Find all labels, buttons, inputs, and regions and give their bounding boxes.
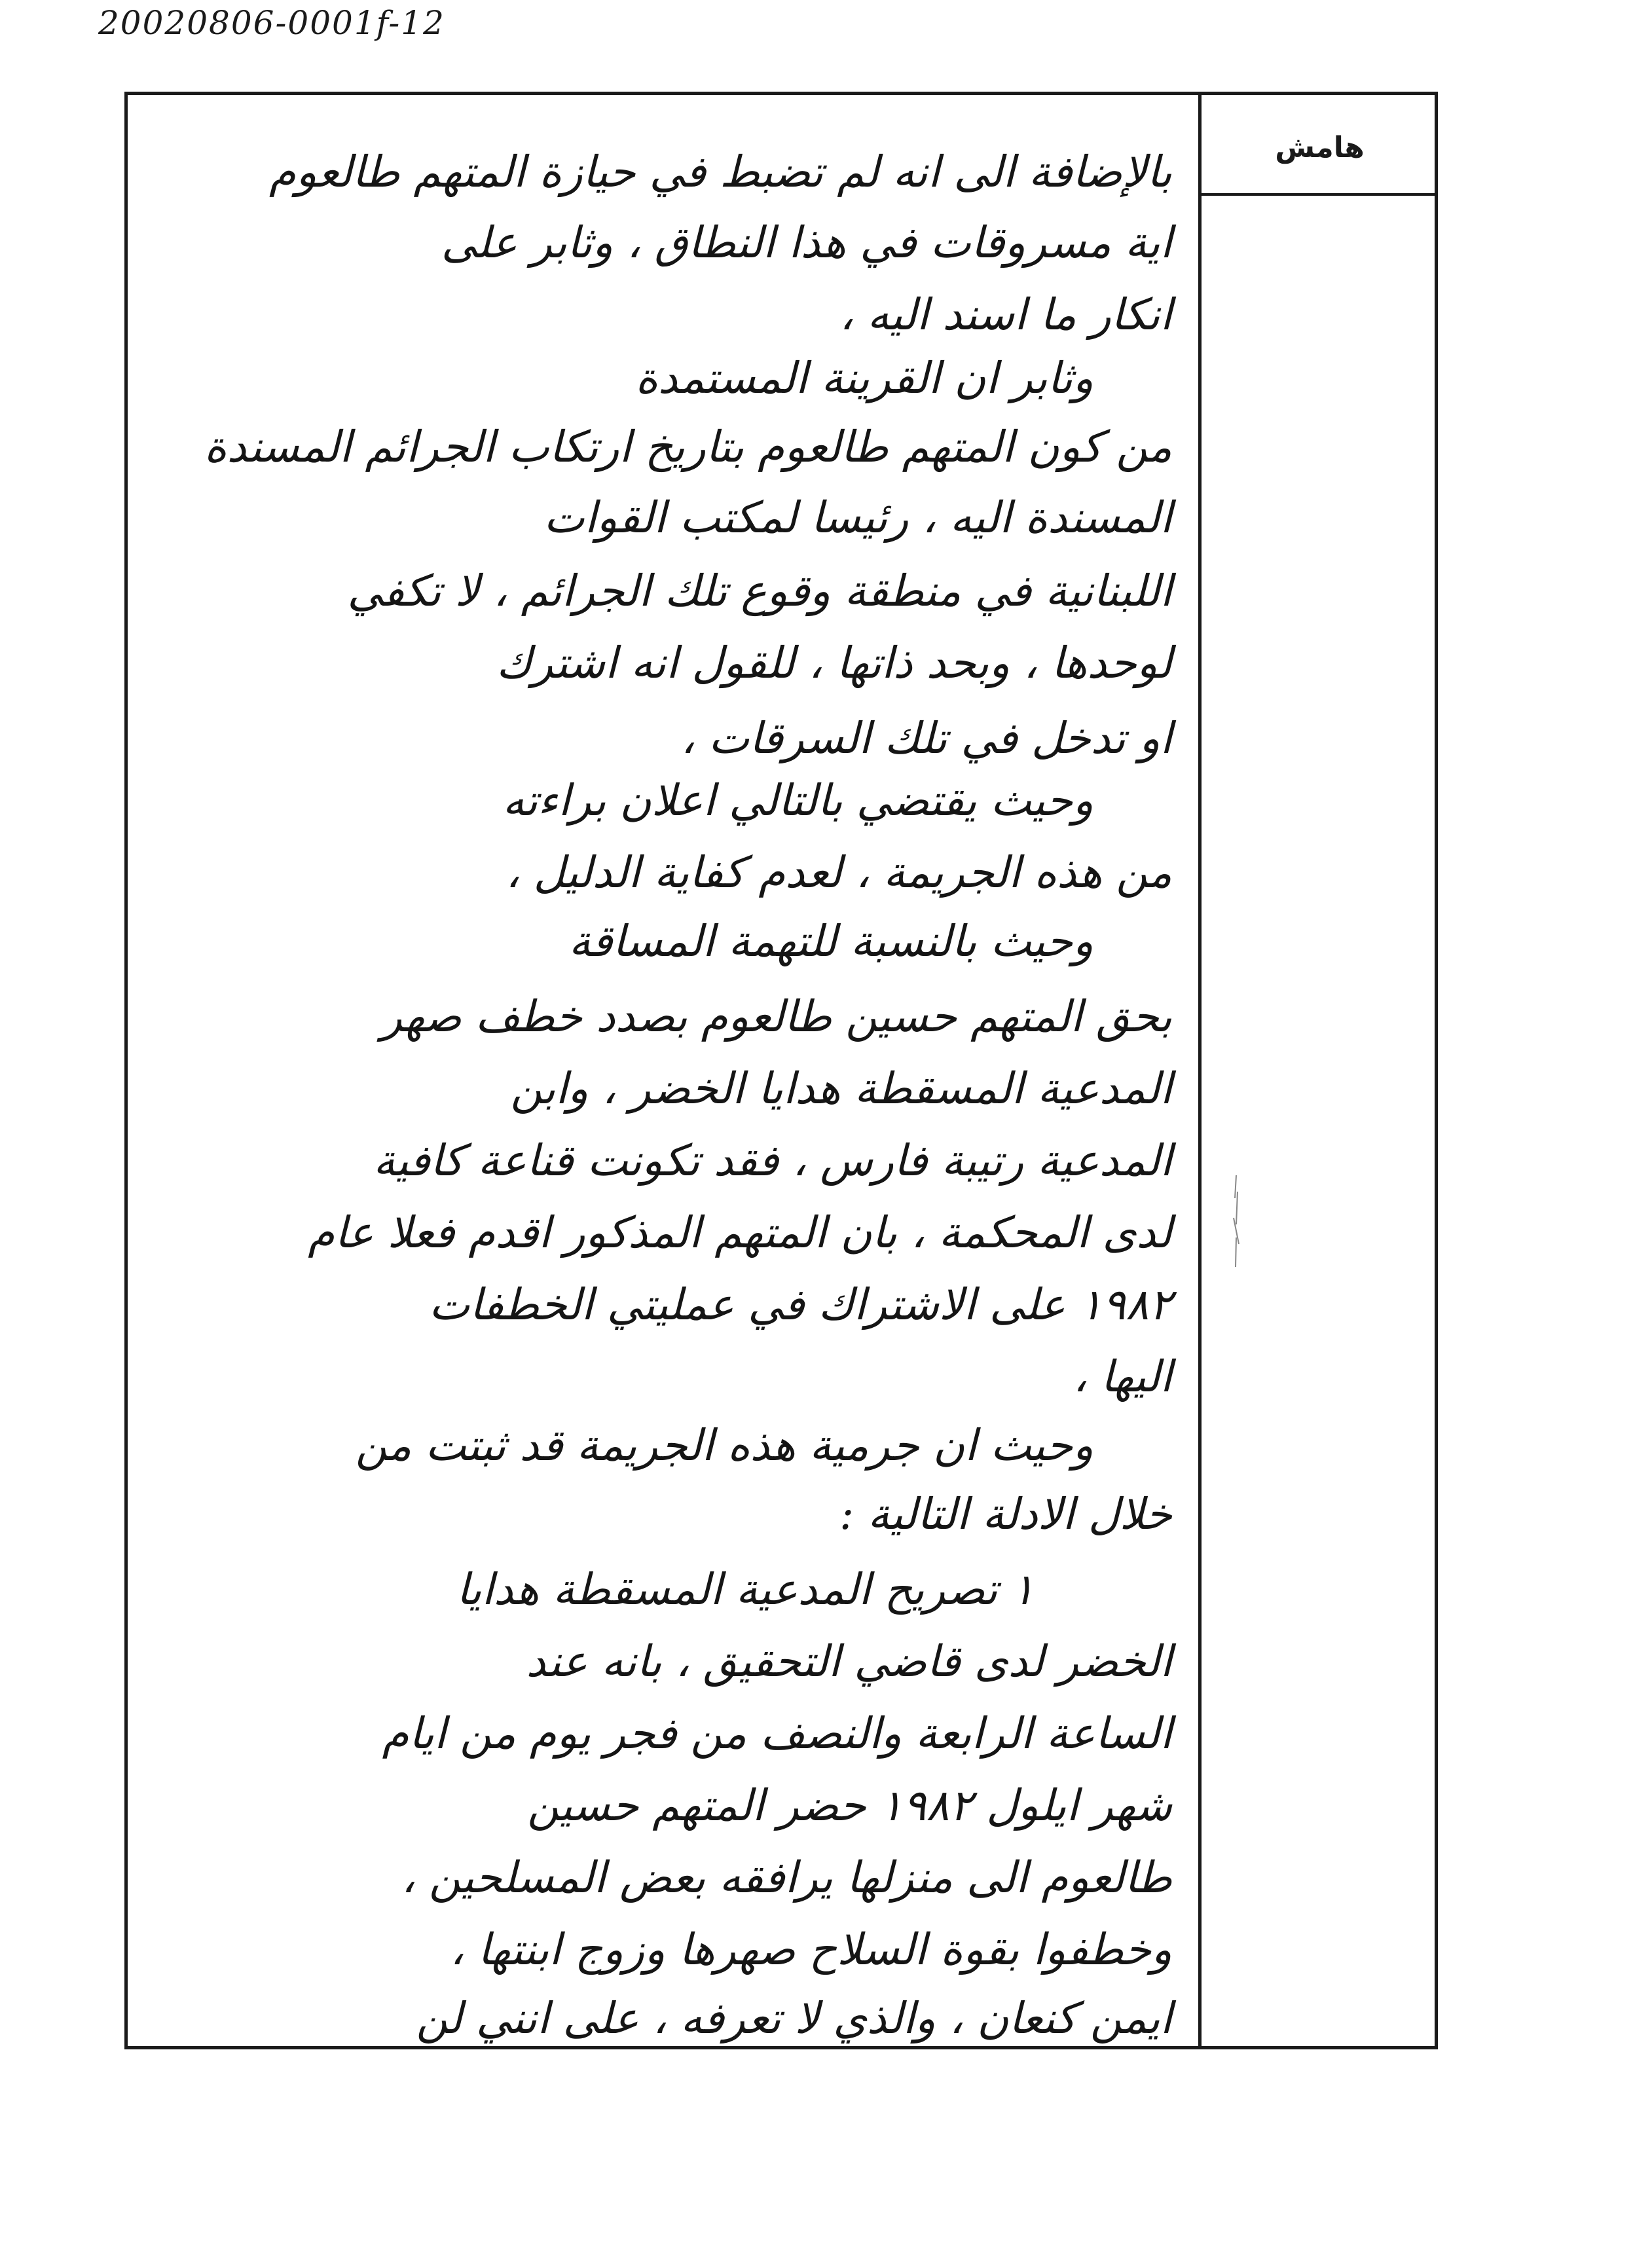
body-line-1: بالإضافة الى انه لم تضبط في حيازة المتهم طالعوم — [268, 147, 1172, 197]
body-line-13: بحق المتهم حسين طالعوم بصدد خطف صهر — [381, 991, 1172, 1042]
main-text-column — [131, 124, 1185, 2043]
body-line-6: المسندة اليه ، رئيسا لمكتب القوات — [543, 492, 1172, 543]
body-line-10: وحيث يقتضي بالتالي اعلان براءته — [502, 775, 1093, 826]
body-line-4: وثابر ان القرينة المستمدة — [635, 353, 1093, 403]
body-line-5: من كون المتهم طالعوم بتاريخ ارتكاب الجرائم المسندة — [204, 422, 1172, 472]
body-line-24: شهر ايلول ١٩٨٢ حضر المتهم حسين — [527, 1780, 1172, 1831]
margin-column-title: هامش — [1275, 131, 1365, 164]
body-line-3: انكار ما اسند اليه ، — [839, 289, 1172, 340]
body-line-21: ١ تصريح المدعية المسقطة هدايا — [456, 1564, 1035, 1615]
body-line-8: لوحدها ، وبحد ذاتها ، للقول انه اشترك — [496, 638, 1172, 688]
body-line-22: الخضر لدى قاضي التحقيق ، بانه عند — [526, 1636, 1172, 1687]
document-reference-number: 20020806-0001f-12 — [98, 4, 445, 42]
body-line-27: ايمن كنعان ، والذي لا تعرفه ، على انني لن — [416, 1993, 1172, 2043]
body-line-17: ١٩٨٢ على الاشتراك في عمليتي الخطفات — [429, 1279, 1172, 1330]
body-line-12: وحيث بالنسبة للتهمة المساقة — [568, 916, 1093, 966]
body-line-2: اية مسروقات في هذا النطاق ، وثابر على — [441, 217, 1172, 268]
stray-pen-mark — [1223, 1172, 1249, 1270]
body-line-25: طالعوم الى منزلها يرافقه بعض المسلحين ، — [401, 1852, 1172, 1903]
body-line-14: المدعية المسقطة هدايا الخضر ، وابن — [510, 1063, 1172, 1114]
body-line-19: وحيث ان جرمية هذه الجريمة قد ثبتت من — [355, 1420, 1093, 1471]
body-line-23: الساعة الرابعة والنصف من فجر يوم من ايام — [382, 1708, 1172, 1759]
body-line-16: لدى المحكمة ، بان المتهم المذكور اقدم فعلا عام — [308, 1207, 1172, 1258]
body-line-18: اليها ، — [1073, 1351, 1172, 1402]
body-line-9: او تدخل في تلك السرقات ، — [680, 713, 1172, 763]
body-line-11: من هذه الجريمة ، لعدم كفاية الدليل ، — [505, 847, 1172, 898]
body-line-26: وخطفوا بقوة السلاح صهرها وزوج ابنتها ، — [450, 1924, 1172, 1975]
margin-column — [1202, 196, 1438, 2046]
body-line-15: المدعية رتيبة فارس ، فقد تكونت قناعة كافية — [373, 1135, 1172, 1186]
body-line-20: خلال الادلة التالية : — [839, 1489, 1172, 1539]
body-line-7: اللبنانية في منطقة وقوع تلك الجرائم ، لا تكفي — [347, 566, 1172, 616]
